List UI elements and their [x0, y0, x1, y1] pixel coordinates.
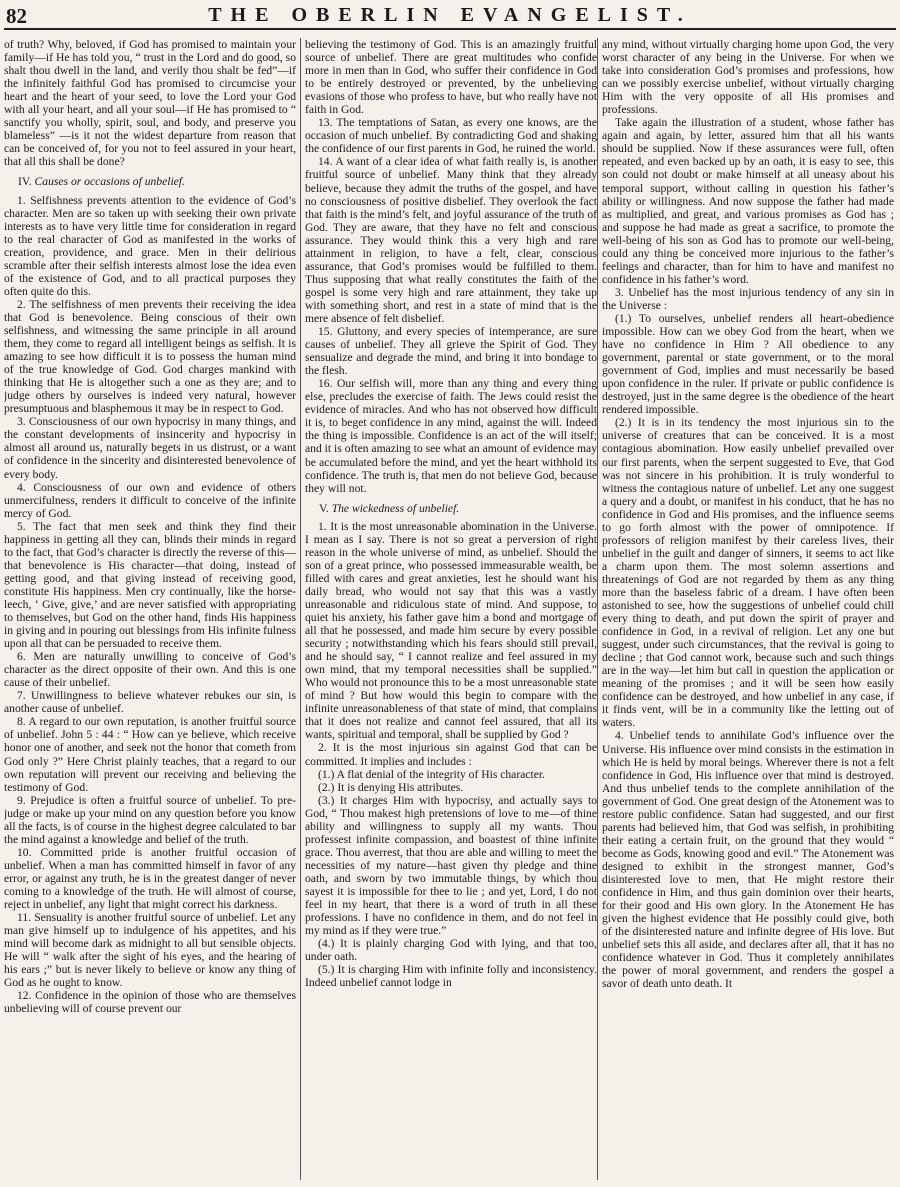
- paragraph: (3.) It charges Him with hypocrisy, and actually says to God, “ Thou makest high pretensions of love to me—of thine ability and willingness to supply all my wants. Thou professest infinite compassion, and boastest of thine infinite grace. Thou averrest, that thou are able and willing to meet the necessities of my nature—hast given thy pledge and thine oath, and sworn by two immutable things, by which thou sayest it is impossible for thee to lie ; and yet, Lord, I do not feel in my heart, that there is a word of truth in all these professions. I have no confidence in them, and do not feel in my mind as if they were true.”: [305, 793, 597, 938]
- paragraph: (2.) It is denying His attributes.: [318, 780, 464, 794]
- paragraph: (1.) To ourselves, unbelief renders all heart-obedience impossible. How can we obey God from the heart, when we have no confidence in Him ? All obedience to any government, parental or state government, or to the moral government of God, implies and must necessarily be based upon confidence in the ruler. If private or public confidence is destroyed, just in the same degree is the obedience of the heart rendered impossible.: [602, 311, 894, 417]
- paragraph: 9. Prejudice is often a fruitful source of unbelief. To pre-judge or make up your mind on any question before you know all the facts, is of course in the highest degree calculated to bar the mind against a knowledge and belief of the truth.: [4, 793, 296, 846]
- paragraph: 1. It is the most unreasonable abomination in the Universe. I mean as I say. There is not so great a perversion of right reason in the whole universe of mind, as unbelief. Should the son of a great prince, who possessed immeasurable wealth, be filled with cares and great anxieties, lest he should want his daily bread, who would not say that this was a vastly unreasonable and ridiculous state of mind. And suppose, to quiet his anxiety, his father gave him a bond and mortgage of all that he possessed, and made him secure by every possible security ; notwithstanding which his fears should still prevail, and he should say, “ I cannot realize and feel assured in my own mind, that my temporal necessities shall be supplied.” Who would not pronounce this to be a most unreasonable state of mind ? But how would this begin to compare with the infinite unreasonableness of that state of mind, that complains that it does not realize and cannot feel assured, that all its wants, spiritual and temporal, shall be supplied by God ?: [305, 519, 597, 742]
- paragraph: (1.) A flat denial of the integrity of His character.: [318, 767, 545, 781]
- paragraph: 5. The fact that men seek and think they find their happiness in getting all they can, blinds their minds in regard to the fact, that God’s character is directly the reverse of this—that benevolence is His character—that doing, instead of getting good, and that giving instead of receiving good, constitute His happiness. Men cry continually, like the horse-leech, ‘ Give, give,’ and are never satisfied with appropriating to themselves, but God on the other hand, finds His happiness in giving and in pouring out blessings from His infinite fulness upon all that can be persuaded to receive them.: [4, 519, 296, 651]
- column-3: [602, 38, 894, 1180]
- paragraph: 16. Our selfish will, more than any thing and every thing else, precludes the exercise of faith. The Jews could resist the evidence of miracles. And who has not observed how difficult it is, to beget confidence in any mind, against the will. Indeed the thing is impossible. Confidence is an act of the will itself; and it is often amazing to see what an amount of evidence may be accumulated before the mind, and yet the heart withhold its confidence. The truth is, that men do not believe God, because they will not.: [305, 377, 597, 495]
- paragraph: Take again the illustration of a student, whose father has again and again, by letter, assured him that all his wants should be supplied. Now if these assurances were full, often repeated, and even backed up by an oath, it is easy to see, this son could not doubt or make himself at all uneasy about his temporal support, without calling in question his father’s ability or willingness. And now suppose the father had made as multiplied, and great, and various promises as God has ; and suppose he had made as great a sacrifice, to promote the well-being of his son as God has to promote our well-being, could any thing be conceived more injurious to the father’s feelings and character, than for him to have and manifest no confidence in his father’s word.: [602, 116, 894, 286]
- section-title: The wickedness of unbelief.: [331, 501, 460, 515]
- paragraph: 12. Confidence in the opinion of those who are themselves unbelieving will of course prevent our: [4, 989, 296, 1016]
- column-1: [4, 38, 296, 1180]
- section-number: V.: [319, 501, 329, 515]
- paragraph: (5.) It is charging Him with infinite folly and inconsistency. Indeed unbelief cannot lodge in: [305, 963, 597, 990]
- column-separator: [597, 38, 598, 1180]
- section-heading: [305, 502, 597, 515]
- paragraph: 4. Unbelief tends to annihilate God’s influence over the Universe. His influence over mind consists in the estimation in which He is held by moral beings. Wherever there is not a felt confidence in God, His influence over that mind is destroyed. And thus unbelief tends to the complete annihilation of the government of God. One great design of the Atonement was to restore public confidence. Satan had suggested, and our first parents had believed him, that God was selfish, in prohibiting their eating a certain fruit, on the ground that they would “ become as Gods, knowing good and evil.” The Atonement was designed to exhibit in the strongest manner, God’s disinterested love to men, that He might restore their confidence in Him, and thus gain dominion over their hearts, for their good and His own glory. In the Atonement He has given the highest evidence that He possibly could give, both of the disinterested nature and infinite degree of His love. But unbelief sets this all aside, and declares after all, that it has no confidence whatever in God. Thus it completely annihilates the power of moral government, and renders the gospel a savor of death unto death. It: [602, 729, 894, 991]
- paragraph: believing the testimony of God. This is an amazingly fruitful source of unbelief. There are great multitudes who confide more in men than in God, who suffer their confidence in God to be entirely destroyed or prevented, by the unbelieving evasions of those who profess to have, but who really have not faith in God.: [305, 38, 597, 117]
- paragraph: 10. Committed pride is another fruitful occasion of unbelief. When a man has committed himself in favor of any error, or against any truth, he is in the greatest danger of never coming to a knowledge of the truth. He will almost of course, reject in unbelief, any light that might correct his darkness.: [4, 845, 296, 912]
- paragraph: 2. The selfishness of men prevents their receiving the idea that God is benevolence. Being conscious of their own selfishness, and witnessing the same principle in all around them, they come to regard all intelligent beings as selfish. It is amazing to see how difficult it is to possess the human mind of the true knowledge of God. God charges mankind with thinking that He is altogether such a one as they are; and to judge others by ourselves is indeed very natural, however presumptuous and blasphemous it may be in respect to God.: [4, 297, 296, 416]
- page-number: 82: [6, 4, 27, 28]
- paragraph: 14. A want of a clear idea of what faith really is, is another fruitful source of unbelief. Many think that they already believe, because they admit the truths of the gospel, and have no consciousness of positive disbelief. They overlook the fact that faith is the mind’s felt, and joyful assurance of the truth of God. They are aware, that they have no felt and conscious assurance. They would think this a very high and rare attainment in religion, to have a felt, clear, conscious assurance, that God’s promises would be fulfilled to them. Thus supposing that what really constitutes the faith of the gospel is some very high and rare attainment, they take up with something short, and rest in a state of mind that is the mere absence of felt disbelief.: [305, 155, 597, 325]
- paragraph: 15. Gluttony, and every species of intemperance, are sure causes of unbelief. They all grieve the Spirit of God. They sensualize and degrade the mind, and bring it into bondage to the flesh.: [305, 325, 597, 378]
- paragraph: 1. Selfishness prevents attention to the evidence of God’s character. Men are so taken up with seeking their own private interests as to have very little time for consideration in regard to the real character of God as manifested in the works of creation, providence, and grace. Men in their delirious scramble after their selfish interests almost lose the idea even of the existence of God, and to all practical purposes they often quite do this.: [4, 193, 296, 298]
- column-2: [305, 38, 597, 1180]
- masthead: [6, 4, 894, 26]
- paragraph: 11. Sensuality is another fruitful source of unbelief. Let any man give himself up to indulgence of his appetites, and his mind will become dark as midnight to all but sensible objects. He will “ walk after the sight of his eyes, and the hearing of his ears ;” but is never likely to believe or know any thing of God as he ought to know.: [4, 911, 296, 990]
- paragraph: any mind, without virtually charging home upon God, the very worst character of any being in the Universe. For when we take into consideration God’s promises and professions, how can we possibly exercise unbelief, without virtually charging Him with the very opposite of all His promises and professions.: [602, 38, 894, 117]
- paragraph: 6. Men are naturally unwilling to conceive of God’s character as the direct opposite of their own. And this is one cause of their unbelief.: [4, 650, 296, 690]
- section-title: Causes or occasions of unbelief.: [34, 175, 185, 189]
- column-separator: [300, 38, 301, 1180]
- newspaper-title: THE OBERLIN EVANGELIST.: [208, 4, 692, 26]
- paragraph: 4. Consciousness of our own and evidence of others unmercifulness, renders it difficult to conceive of the infinite mercy of God.: [4, 480, 296, 520]
- paragraph: of truth? Why, beloved, if God has promised to maintain your family—if He has told you, “ trust in the Lord and do good, so shalt thou dwell in the land, and verily thou shalt be fed”—if the infinitely faithful God has promised to circumcise your heart and the heart of your seed, to love the Lord your God with all your heart, and all your soul—if He has promised to “ sanctify you wholly, spirit, soul, and body, and preserve you blameless” —is it not the widest departure from reason that can be conceived of, for you not to feel assured in your heart, that all this shall be done?: [4, 38, 296, 169]
- paragraph: 8. A regard to our own reputation, is another fruitful source of unbelief. John 5 : 44 : “ How can ye believe, which receive honor one of another, and seek not the honor that cometh from God only ?” Here Christ plainly teaches, that a regard to our own reputation will prevent our receiving and believing the testimony of God.: [4, 715, 296, 794]
- paragraph: 3. Consciousness of our own hypocrisy in many things, and the constant developments of insincerity and hypocrisy in almost all around us, naturally begets in us distrust, or a want of confidence in the sincerity and disinterested benevolence of every body.: [4, 415, 296, 481]
- masthead-rule: [4, 28, 896, 30]
- section-heading: [4, 175, 296, 188]
- section-number: IV.: [18, 175, 32, 189]
- paragraph: 2. It is the most injurious sin against God that can be committed. It implies and includes :: [305, 741, 597, 768]
- paragraph: (4.) It is plainly charging God with lying, and that too, under oath.: [305, 937, 597, 964]
- paragraph: (2.) It is in its tendency the most injurious sin to the universe of creatures that can be conceived. It is a most contagious abomination. How easily unbelief prevailed over our first parents, when the serpent suggested to Eve, that God was not sincere in his prohibition. It is truly wonderful to witness the contagious nature of unbelief. Let any one suggest a query and a doubt, or manifest in his conduct, that he has no confidence in God and His promises, and the influence seems to go forth almost with the power of omnipotence. If professors of religion manifest by their careless lives, their unbelief in the guilt and danger of sinners, it seems to act like a charm upon them. The most solemn assertions and threatenings of God are not regarded by them as any thing more than the baseless fabric of a dream. I have often been astonished to see, how the suggestions of unbelief could chill every thing to death, and put down the spirit of prayer and confidence in God, in a revival of religion. Let any one but suggest, under such circumstances, that the revival is going to decline ; that God cannot work, because such and such things are in the way—let him but call in question the application or meaning of the promises ; and it will be seen how easily confidence can be destroyed, and how unbelief in any case, if it finds vent, will be in a community like the letting out of waters.: [602, 416, 894, 730]
- paragraph: 13. The temptations of Satan, as every one knows, are the occasion of much unbelief. By contradicting God and shaking the confidence of our first parents in God, he ruined the world.: [305, 116, 597, 156]
- paragraph: 7. Unwillingness to believe whatever rebukes our sin, is another cause of unbelief.: [4, 689, 296, 716]
- paragraph: 3. Unbelief has the most injurious tendency of any sin in the Universe :: [602, 285, 894, 312]
